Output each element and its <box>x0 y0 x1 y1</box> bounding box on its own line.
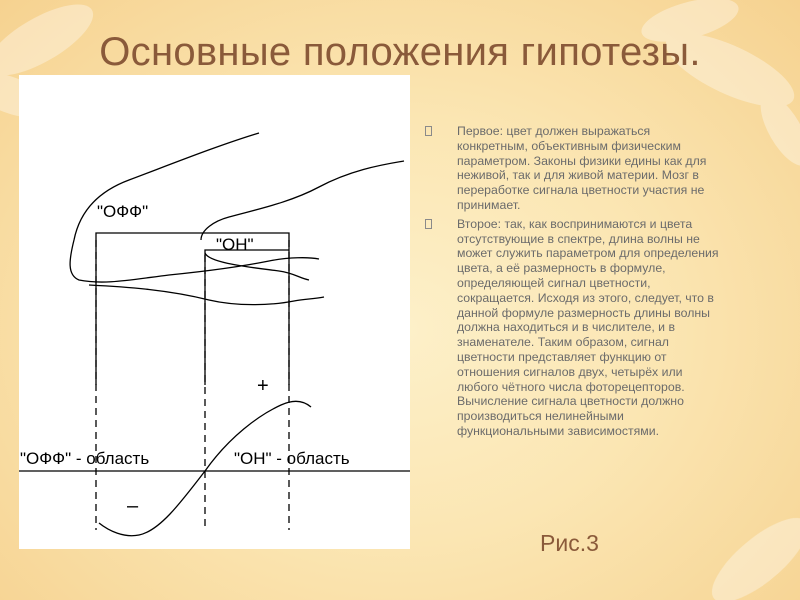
bullet-item-second <box>425 217 720 439</box>
on-top-label: "ОН" <box>216 235 254 254</box>
minus-sign: – <box>127 495 139 517</box>
slide-title: Основные положения гипотезы. <box>99 30 701 74</box>
bullet-text: Первое: цвет должен выражаться конкретным, объективным физическим параметром. Законы физики едины как для неживой, так и для живой материи. Мозг в переработке сигнала цветности участия не принимает. <box>457 124 707 212</box>
plus-sign: + <box>257 375 269 397</box>
figure-caption: Рис.3 <box>540 530 599 556</box>
inner-wavy-curve-lower <box>205 253 309 280</box>
inner-wavy-curve-upper <box>201 161 404 240</box>
receptive-field-diagram <box>19 75 410 549</box>
off-top-label: "ОФФ" <box>97 202 149 221</box>
off-region-label: "ОФФ" - область <box>20 449 150 468</box>
bullet-box-icon <box>425 219 432 229</box>
figure-panel <box>19 75 410 549</box>
bullet-box-icon <box>425 126 432 136</box>
bullet-list <box>425 124 720 443</box>
bullet-item-first <box>425 124 720 213</box>
off-bracket <box>96 233 289 385</box>
on-region-label: "ОН" - область <box>234 449 350 468</box>
bullet-text: Второе: так, как воспринимаются и цвета отсутствующие в спектре, длина волны не может служить параметром для определения цвета, а её размерность в формуле, определяющей сигнал цветности, сокращается. Исходя из этого, следует, что в данной формуле размерность длины волны должна находиться и в числителе, и в знаменателе. Таким образом, сигнал цветности представляет функцию от отношения сигналов двух, четырёх или любого чётного числа фоторецепторов. Вычисление сигнала цветности должно производиться нелинейными функциональными зависимостями. <box>457 216 719 438</box>
